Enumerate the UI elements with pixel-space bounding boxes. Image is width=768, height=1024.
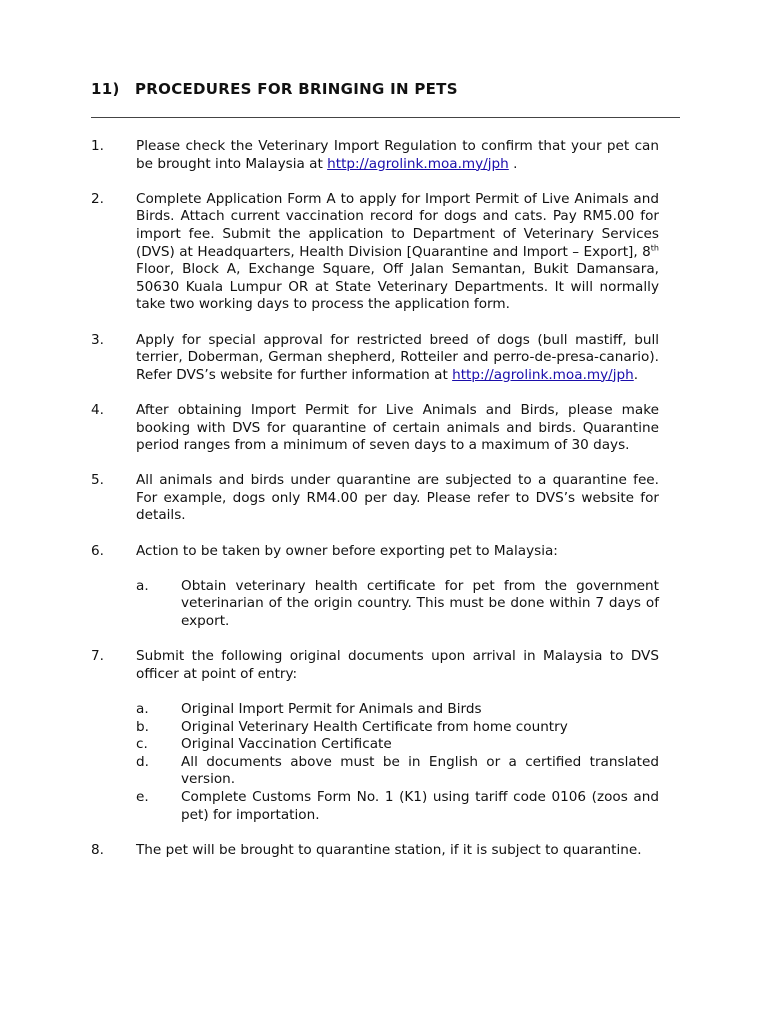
- item-text: Action to be taken by owner before exporting pet to Malaysia:: [136, 542, 558, 559]
- item-text-part: Complete Application Form A to apply for Import Permit of Live Animals and Birds. Attach current vaccination record for dogs and cats. Pay RM5.00 for import fee. Submit the application to Department of Veterinary Services (DVS) at Headquarters, Health Division [Quarantine and Import – Export], 8: [136, 190, 659, 260]
- section-heading: [91, 80, 458, 98]
- sub-item-text: Complete Customs Form No. 1 (K1) using tariff code 0106 (zoos and pet) for importation.: [181, 788, 659, 823]
- item-text: All animals and birds under quarantine are subjected to a quarantine fee. For example, dogs only RM4.00 per day. Please refer to DVS’s website for details.: [136, 472, 659, 524]
- item-text: [136, 138, 659, 173]
- sub-item-text: Obtain veterinary health certificate for pet from the government veterinarian of the origin country. This must be done within 7 days of export.: [181, 577, 659, 630]
- sub-item-text: Original Veterinary Health Certificate from home country: [181, 718, 568, 735]
- item-text-part: .: [633, 366, 639, 383]
- list-item-7: [91, 648, 659, 824]
- sub-item-label: e.: [136, 788, 149, 805]
- item-text: [136, 332, 659, 385]
- sub-item-label: d.: [136, 753, 149, 770]
- item-body: [136, 648, 659, 824]
- item-number: 6.: [91, 542, 104, 559]
- sub-item: [136, 578, 659, 631]
- item-text: After obtaining Import Permit for Live Animals and Birds, please make booking with DVS for quarantine of certain animals and birds. Quarantine period ranges from a minimum of seven days to a maximum of 30 days.: [136, 401, 659, 454]
- sub-item: [136, 736, 659, 754]
- item-number: 3.: [91, 331, 104, 348]
- item-text: The pet will be brought to quarantine station, if it is subject to quarantine.: [136, 841, 642, 858]
- sub-item-label: a.: [136, 701, 149, 717]
- sub-item: [136, 789, 659, 824]
- sub-item: [136, 719, 659, 737]
- agrolink-link[interactable]: http://agrolink.moa.my/jph: [327, 155, 509, 172]
- sub-item: [136, 754, 659, 789]
- list-item-3: [91, 332, 659, 385]
- ordinal-suffix: th: [650, 243, 659, 253]
- item-number: 8.: [91, 841, 104, 858]
- list-item-6: [91, 543, 659, 631]
- sub-item-text: Original Import Permit for Animals and Birds: [181, 701, 482, 717]
- item-text: Submit the following original documents upon arrival in Malaysia to DVS officer at point of entry:: [136, 648, 659, 682]
- sub-item-label: b.: [136, 718, 149, 735]
- item-number: 7.: [91, 648, 104, 665]
- sub-item-label: c.: [136, 736, 148, 753]
- sub-item: [136, 701, 659, 719]
- sub-item-text: All documents above must be in English or a certified translated version.: [181, 753, 659, 788]
- item-text-part: Floor, Block A, Exchange Square, Off Jalan Semantan, Bukit Damansara, 50630 Kuala Lumpur OR at State Veterinary Departments. It will normally take two working days to process the application form.: [136, 261, 659, 313]
- procedure-list: [91, 138, 659, 877]
- item-number: 5.: [91, 472, 104, 489]
- list-item-2: [91, 191, 659, 314]
- item-text-part: Please check the Veterinary Import Regulation to confirm that your pet can be brought into Malaysia at: [136, 138, 659, 172]
- item-text-part: Apply for special approval for restricted breed of dogs (bull mastiff, bull terrier, Doberman, German shepherd, Rotteiler and perro-de-presa-canario). Refer DVS’s website for further information at: [136, 331, 659, 383]
- sub-item-list: [136, 701, 659, 824]
- list-item-8: [91, 842, 659, 860]
- sub-item-text: Original Vaccination Certificate: [181, 736, 392, 753]
- list-item-4: [91, 402, 659, 455]
- heading-divider: [91, 117, 680, 118]
- section-number: 11): [91, 80, 120, 98]
- item-number: 4.: [91, 401, 104, 418]
- section-title: PROCEDURES FOR BRINGING IN PETS: [135, 80, 458, 98]
- item-body: [136, 543, 659, 631]
- sub-item-label: a.: [136, 577, 149, 594]
- item-number: 1.: [91, 138, 104, 154]
- item-number: 2.: [91, 190, 104, 207]
- item-text-part: .: [508, 155, 518, 172]
- list-item-5: [91, 472, 659, 525]
- agrolink-link[interactable]: http://agrolink.moa.my/jph: [452, 366, 634, 383]
- item-text: [136, 191, 659, 314]
- list-item-1: [91, 138, 659, 173]
